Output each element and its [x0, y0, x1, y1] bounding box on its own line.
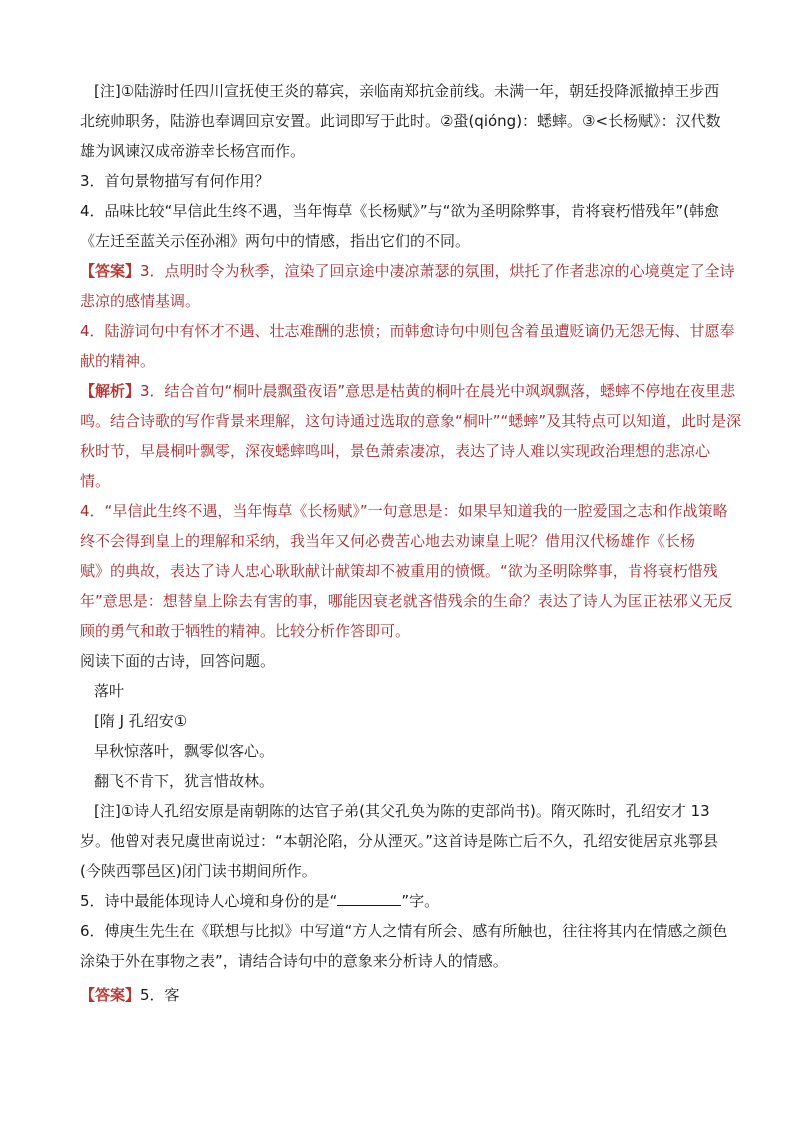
analysis-line: 年”意思是：想替皇上除去有害的事，哪能因衰老就吝惜残余的生命？表达了诗人为匡正祛邪义无反	[80, 592, 733, 610]
question-4-line: 4．品味比较“早信此生终不遇，当年悔草《长杨赋》”与“欲为圣明除弊事，肯将衰朽惜残年”(韩愈	[80, 202, 719, 220]
analysis-line: 顾的勇气和敢于牺牲的精神。比较分析作答即可。	[80, 622, 411, 640]
analysis-line: 秋时节，早晨桐叶飘零，深夜蟋蟀鸣叫，景色萧索凄凉，表达了诗人难以实现政治理想的悲凉心	[80, 442, 711, 460]
analysis-line: 4．“早信此生终不遇，当年悔草《长杨赋》”一句意思是：如果早知道我的一腔爱国之志和作战策略	[80, 502, 728, 520]
question-5-after: ”字。	[401, 892, 440, 910]
answer-block-line	[80, 256, 735, 286]
answer-text: 5．客	[140, 986, 180, 1004]
answer-line: 4．陆游词句中有怀才不遇、壮志难酬的悲愤；而韩愈诗句中则包含着虽遭贬谪仍无怨无悔、甘愿奉	[80, 322, 735, 340]
note1-line: 北统帅职务，陆游也奉调回京安置。此词即写于此时。②蛩(qióng)：蟋蟀。③<长杨赋》：汉代数	[80, 112, 721, 130]
note2-line: (今陕西鄠邑区)闭门读书期间所作。	[80, 862, 317, 880]
document-page	[80, 76, 742, 1010]
question-5-before: 5．诗中最能体现诗人心境和身份的是“	[80, 892, 338, 910]
poem-line: 早秋惊落叶，飘零似客心。	[94, 742, 275, 760]
answer-blank[interactable]	[337, 891, 401, 906]
question-6-line: 涂染于外在事物之表”，请结合诗句中的意象来分析诗人的情感。	[80, 952, 508, 970]
reading-instruction: 阅读下面的古诗，回答问题。	[80, 652, 276, 670]
answer-tag: 【答案】	[80, 262, 141, 280]
answer-text: 3．点明时令为秋季，渲染了回京途中凄凉萧瑟的氛围，烘托了作者悲凉的心境奠定了全诗	[140, 262, 735, 280]
note1-line: [注]①陆游时任四川宣抚使王炎的幕宾，亲临南郑抗金前线。未满一年，朝廷投降派撤掉王步西	[94, 82, 720, 100]
question-3: 3．首句景物描写有何作用？	[80, 172, 270, 190]
analysis-line: 赋》的典故，表达了诗人忠心耿耿献计献策却不被重用的愤慨。“欲为圣明除弊事，肯将衰朽惜残	[80, 562, 718, 580]
poem-author: [隋 J 孔绍安①	[94, 712, 188, 730]
answer-line: 献的精神。	[80, 352, 156, 370]
poem-line: 翻飞不肯下，犹言惜故林。	[94, 772, 275, 790]
analysis-tag: 【解析】	[80, 382, 141, 400]
question-5	[80, 886, 720, 916]
poem-title: 落叶	[94, 682, 125, 700]
note2-line: 岁。他曾对表兄虞世南说过：“本朝沦陷，分从湮灭。”这首诗是陈亡后不久，孔绍安徙居京兆鄠县	[80, 832, 719, 850]
answer-block-line	[80, 980, 720, 1010]
answer-line: 悲凉的感情基调。	[80, 292, 201, 310]
analysis-line: 情。	[80, 472, 111, 490]
question-6-line: 6．傅庚生先生在《联想与比拟》中写道“方人之情有所会、感有所触也，往往将其内在情感之颜色	[80, 922, 728, 940]
answer-tag: 【答案】	[80, 986, 141, 1004]
analysis-line: 鸣。结合诗歌的写作背景来理解，这句诗通过选取的意象“桐叶”“蟋蟀”及其特点可以知道，此时是深	[80, 412, 742, 430]
note1-line: 雄为讽谏汉成帝游幸长杨宫而作。	[80, 142, 306, 160]
note2-line: [注]①诗人孔绍安原是南朝陈的达官子弟(其父孔奂为陈的吏部尚书)。隋灭陈时，孔绍安才 13	[94, 802, 710, 820]
question-4-line: 《左迁至蓝关示侄孙湘》两句中的情感，指出它们的不同。	[80, 232, 471, 250]
analysis-text: 3．结合首句“桐叶晨飘蛩夜语”意思是枯黄的桐叶在晨光中飒飒飘落，蟋蟀不停地在夜里悲	[140, 382, 736, 400]
analysis-line: 终不会得到皇上的理解和采纳，我当年又何必费苦心地去劝谏皇上呢？借用汉代杨雄作《长杨	[80, 532, 696, 550]
analysis-block-line	[80, 376, 736, 406]
